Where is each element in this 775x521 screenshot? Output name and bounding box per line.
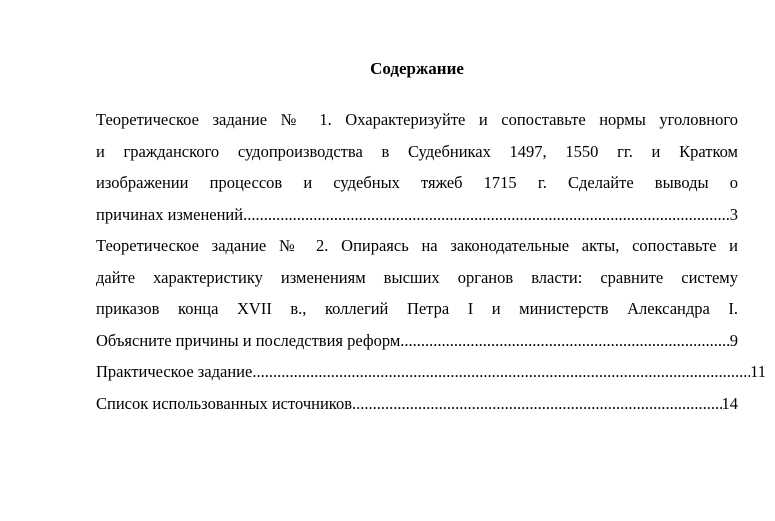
page-title: Содержание [370, 59, 464, 78]
toc-entry-3-page-number: 11 [750, 362, 766, 381]
toc-entry-3-text: Практическое задание [96, 362, 253, 381]
toc-entry-1-line-2: и гражданского судопроизводства в Судебниках 1497, 1550 гг. и Кратком [96, 141, 738, 161]
toc-entry-2-page-number: 9 [729, 330, 738, 350]
toc-entry-1-line-3: изображении процессов и судебных тяжеб 1715 г. Сделайте выводы о [96, 173, 738, 192]
toc-entry-1-page-number: 3 [729, 204, 738, 224]
toc-entry-4-text: Список использованных источников [96, 393, 352, 413]
toc-entry-1-line-1: Теоретическое задание № 1. Охарактеризуйте и сопоставьте нормы уголовного [96, 110, 738, 129]
dot-leader [400, 325, 729, 357]
toc-entry-2-last-line [96, 325, 738, 357]
toc-entry-1-text-end: причинах изменений [96, 204, 244, 224]
toc-entry-4 [96, 388, 738, 420]
toc-entry-1-last-line [96, 199, 738, 231]
toc-entry-2-line-2: дайте характеристику изменениям высших органов власти: сравните систему [96, 267, 738, 287]
toc-entry-2-line-3: приказов конца XVII в., коллегий Петра I и министерств Александра I. [96, 299, 738, 318]
toc-entry-3 [96, 356, 766, 388]
dot-leader [252, 356, 750, 388]
dot-leader [243, 199, 730, 231]
toc-entry-2-line-1: Теоретическое задание № 2. Опираясь на законодательные акты, сопоставьте и [96, 236, 738, 255]
toc-entry-4-page-number: 14 [721, 393, 738, 413]
table-of-contents [96, 104, 766, 419]
toc-entry-2-text-end: Объясните причины и последствия реформ [96, 330, 401, 350]
dot-leader [352, 388, 722, 420]
